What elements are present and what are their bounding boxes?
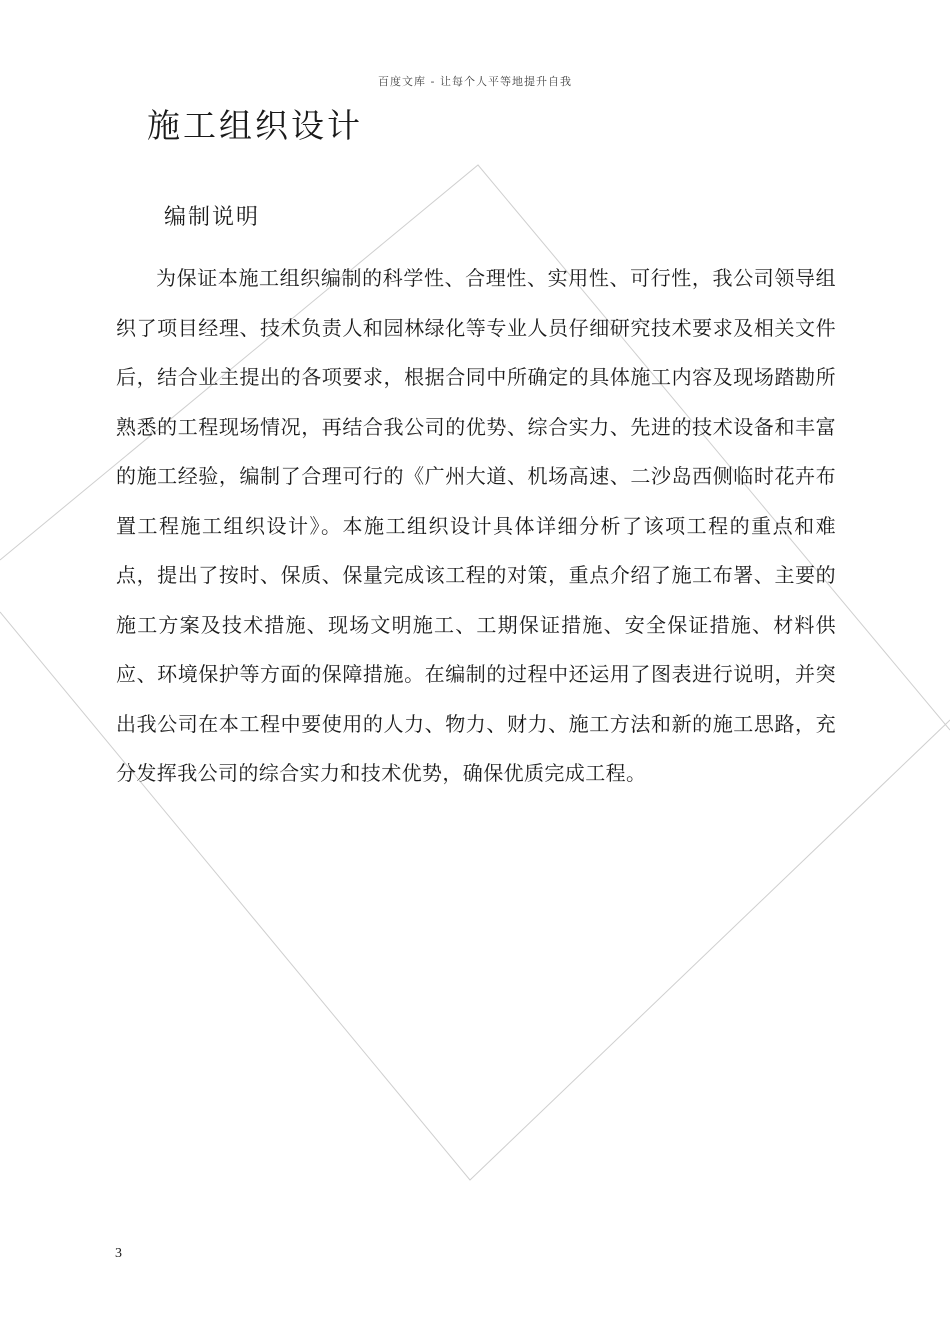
document-title: 施工组织设计 — [147, 106, 363, 145]
section-heading: 编制说明 — [164, 205, 261, 230]
page-header: 百度文库 - 让每个人平等地提升自我 — [378, 75, 572, 88]
body-paragraph: 为保证本施工组织编制的科学性、合理性、实用性、可行性，我公司领导组织了项目经理、技术负责人和园林绿化等专业人员仔细研究技术要求及相关文件后，结合业主提出的各项要求，根据合同中所确定的具体施工内容及现场踏勘所熟悉的工程现场情况，再结合我公司的优势、综合实力、先进的技术设备和丰富的施工经验，编制了合理可行的《广州大道、机场高速、二沙岛西侧临时花卉布置工程施工组织设计》。本施工组织设计具体详细分析了该项工程的重点和难点，提出了按时、保质、保量完成该工程的对策，重点介绍了施工布署、主要的施工方案及技术措施、现场文明施工、工期保证措施、安全保证措施、材料供应、环境保护等方面的保障措施。在编制的过程中还运用了图表进行说明，并突出我公司在本工程中要使用的人力、物力、财力、施工方法和新的施工思路，充分发挥我公司的综合实力和技术优势，确保优质完成工程。 — [116, 266, 836, 785]
page-number: 3 — [115, 1246, 122, 1261]
